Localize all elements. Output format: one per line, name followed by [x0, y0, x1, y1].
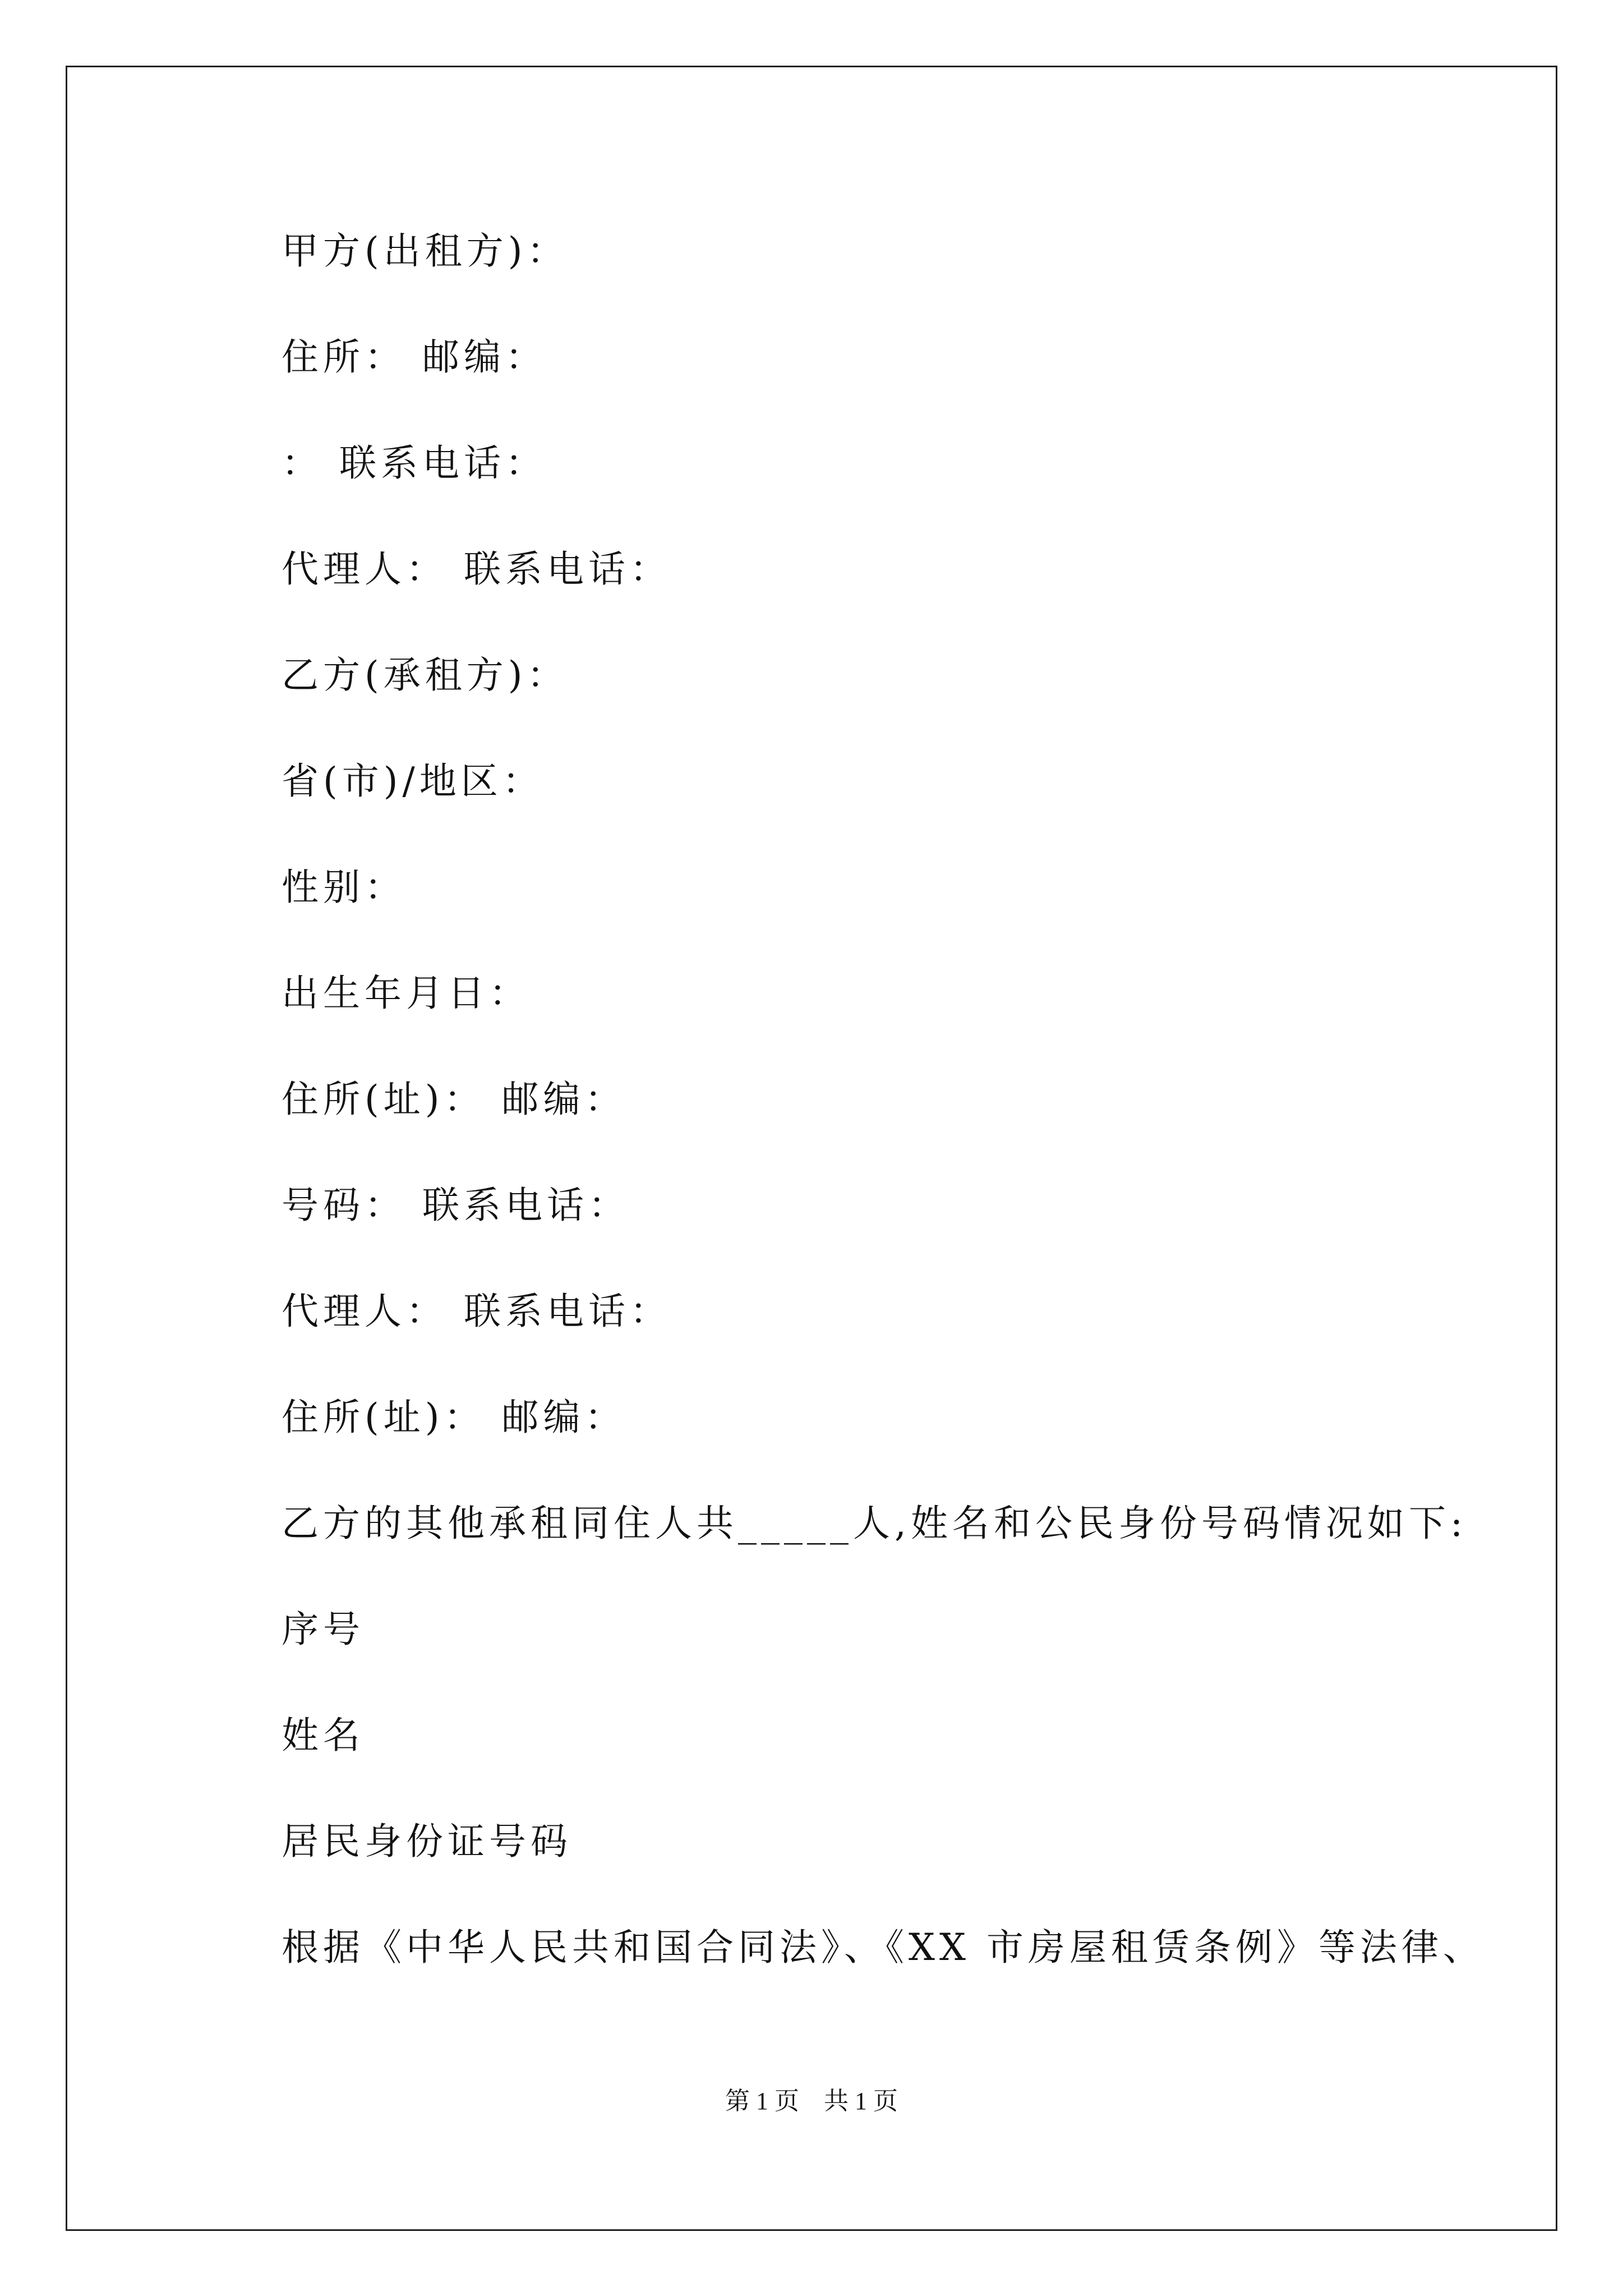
table-header-serial: 序号 — [282, 1608, 365, 1651]
lessee-address-postcode: 住所(址)： 邮编： — [282, 1078, 626, 1121]
lessee-agent-address-postcode: 住所(址)： 邮编： — [282, 1396, 626, 1439]
lessor-label: 甲方(出租方)： — [282, 229, 569, 273]
lessee-label: 乙方(承租方)： — [282, 654, 569, 697]
page-number-footer: 第 1 页 共 1 页 — [725, 2087, 898, 2115]
lessee-gender: 性别： — [282, 866, 406, 909]
lessee-agent-phone: 代理人： 联系电话： — [282, 1290, 671, 1333]
lessee-id-phone: 号码： 联系电话： — [282, 1184, 630, 1227]
page-border — [66, 66, 1557, 2231]
table-header-id-number: 居民身份证号码 — [282, 1820, 572, 1863]
legal-basis-paragraph: 根据《中华人民共和国合同法》、《XX 市房屋租赁条例》等法律、 — [282, 1926, 1484, 1969]
lessor-agent-phone: 代理人： 联系电话： — [282, 547, 671, 591]
table-header-name: 姓名 — [282, 1714, 365, 1757]
lessee-birthdate: 出生年月日： — [282, 972, 531, 1015]
lessor-address-postcode: 住所： 邮编： — [282, 335, 547, 379]
lessee-region: 省(市)/地区： — [282, 760, 544, 803]
lessor-contact-phone: ： 联系电话： — [282, 441, 547, 485]
co-tenants-statement: 乙方的其他承租同住人共_____人,姓名和公民身份号码情况如下: — [282, 1502, 1468, 1545]
